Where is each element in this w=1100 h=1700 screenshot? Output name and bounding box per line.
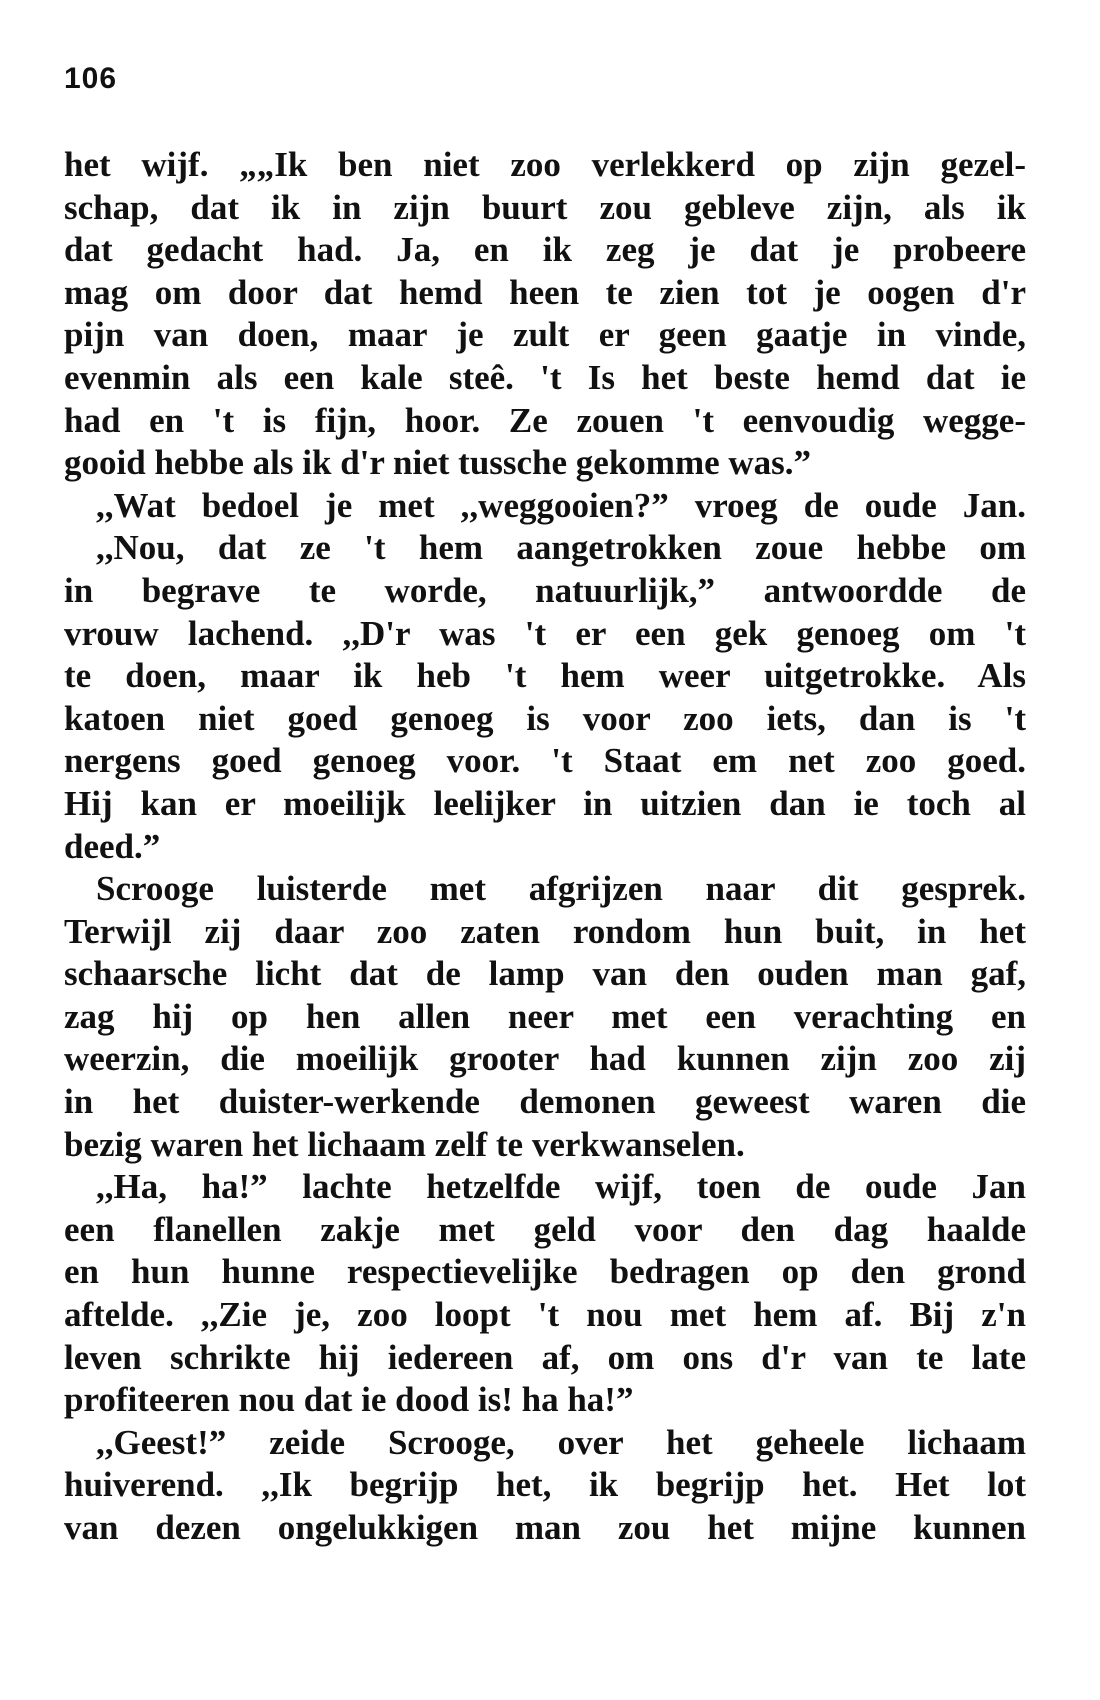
text-line: Hij kan er moeilijk leelijker in uitzien dan ie toch al xyxy=(64,783,1026,823)
text-line: profiteeren nou dat ie dood is! ha ha!” xyxy=(64,1380,634,1420)
text-line: Scrooge luisterde met afgrijzen naar dit gesprek. xyxy=(96,869,1026,909)
text-line: en hun hunne respectievelijke bedragen op den grond xyxy=(64,1252,1026,1292)
text-line: het wijf. „„Ik ben niet zoo verlekkerd op zijn gezel- xyxy=(64,145,1026,184)
text-line: te doen, maar ik heb 't hem weer uitgetrokke. Als xyxy=(64,656,1026,696)
text-line: zag hij op hen allen neer met een verachting en xyxy=(64,996,1026,1036)
text-line: Terwijl zij daar zoo zaten rondom hun buit, in het xyxy=(64,911,1026,951)
text-line: schaarsche licht dat de lamp van den ouden man gaf, xyxy=(64,954,1026,994)
text-line: in begrave te worde, natuurlijk,” antwoordde de xyxy=(64,570,1026,610)
text-line: van dezen ongelukkigen man zou het mijne kunnen xyxy=(64,1508,1026,1547)
text-line: schap, dat ik in zijn buurt zou gebleve zijn, als ik xyxy=(64,187,1026,227)
text-line: aftelde. ,,Zie je, zoo loopt 't nou met hem af. Bij z'n xyxy=(64,1295,1026,1335)
text-line: katoen niet goed genoeg is voor zoo iets, dan is 't xyxy=(64,698,1026,738)
text-line: leven schrikte hij iedereen af, om ons d'r van te late xyxy=(64,1337,1026,1377)
text-line: in het duister-werkende demonen geweest waren die xyxy=(64,1082,1026,1122)
body-text xyxy=(64,144,1026,1550)
text-line: dat gedacht had. Ja, en ik zeg je dat je probeere xyxy=(64,230,1026,270)
text-line: pijn van doen, maar je zult er geen gaatje in vinde, xyxy=(64,315,1026,355)
text-line: ,,Ha, ha!” lachte hetzelfde wijf, toen de oude Jan xyxy=(96,1167,1026,1207)
text-line: vrouw lachend. ,,D'r was 't er een gek genoeg om 't xyxy=(64,613,1026,653)
text-line: gooid hebbe als ik d'r niet tussche gekomme was.” xyxy=(64,443,812,483)
text-line: mag om door dat hemd heen te zien tot je oogen d'r xyxy=(64,272,1026,312)
page-number: 106 xyxy=(64,62,118,95)
text-line: ,,Wat bedoel je met ,,weggooien?” vroeg de oude Jan. xyxy=(96,485,1026,525)
text-line: ,,Geest!” zeide Scrooge, over het geheele lichaam xyxy=(96,1422,1026,1462)
text-line: nergens goed genoeg voor. 't Staat em net zoo goed. xyxy=(64,741,1026,781)
text-line: huiverend. ,,Ik begrijp het, ik begrijp het. Het lot xyxy=(64,1465,1026,1505)
text-line: een flanellen zakje met geld voor den dag haalde xyxy=(64,1209,1026,1249)
text-line: weerzin, die moeilijk grooter had kunnen zijn zoo zij xyxy=(64,1039,1026,1079)
text-line: evenmin als een kale steê. 't Is het beste hemd dat ie xyxy=(64,357,1026,397)
text-line: deed.” xyxy=(64,826,161,866)
text-line: ,,Nou, dat ze 't hem aangetrokken zoue hebbe om xyxy=(96,528,1026,568)
text-line: had en 't is fijn, hoor. Ze zouen 't eenvoudig wegge- xyxy=(64,400,1026,440)
text-line: bezig waren het lichaam zelf te verkwanselen. xyxy=(64,1124,745,1164)
